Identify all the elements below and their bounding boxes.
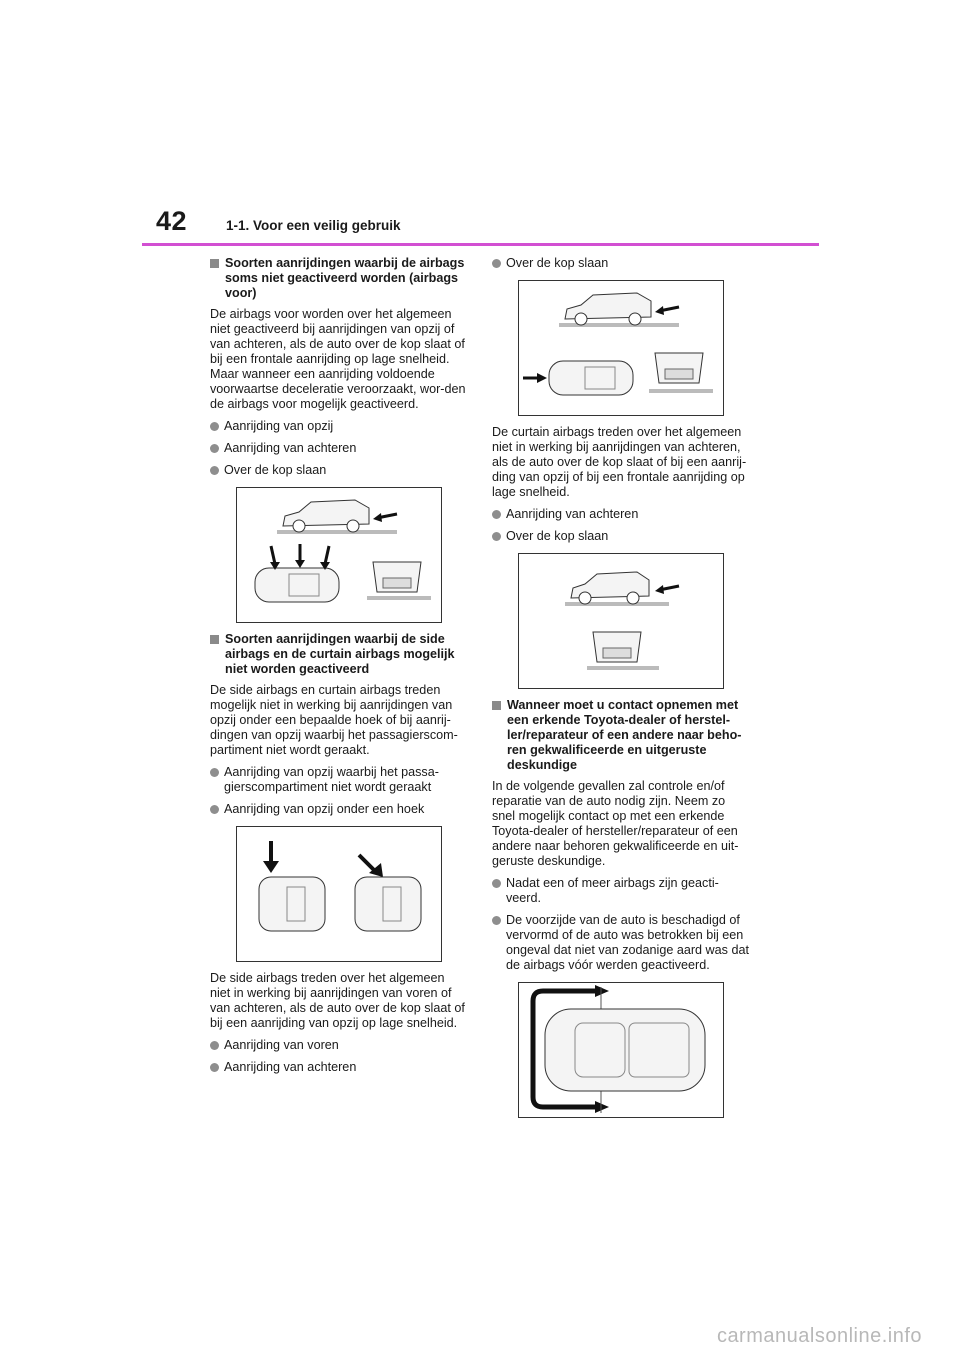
bullet-dot-icon xyxy=(210,805,219,814)
square-bullet-icon xyxy=(210,259,219,268)
bullet-dot-icon xyxy=(210,422,219,431)
bullet-dot-icon xyxy=(492,916,501,925)
list-item xyxy=(492,913,750,973)
bullet-dot-icon xyxy=(210,466,219,475)
list-item xyxy=(210,441,468,456)
bullet-dot-icon xyxy=(492,259,501,268)
subheading-contact-dealer xyxy=(492,698,750,773)
list-item xyxy=(210,802,468,817)
bullet-dot-icon xyxy=(492,510,501,519)
list-item xyxy=(492,876,750,906)
paragraph: In de volgende gevallen zal controle en/of reparatie van de auto nodig zijn. Neem zo snel mogelijk contact op met een erkende Toyota-dealer of hersteller/reparateur of een andere naar behoren gekwalificeerde en uit-geruste deskundige. xyxy=(492,779,739,868)
section-title: 1-1. Voor een veilig gebruik xyxy=(226,218,401,233)
bullet-dot-icon xyxy=(210,1063,219,1072)
list-item-text: De voorzijde van de auto is beschadigd of vervormd of de auto was betrokken bij een ongeval dat niet van zodanige aard was dat de airbags vóór werden geactiveerd. xyxy=(506,913,749,972)
list-item-text: Over de kop slaan xyxy=(506,256,609,270)
car-collision-illustration xyxy=(519,554,723,688)
car-collision-illustration xyxy=(237,827,441,961)
bullet-dot-icon xyxy=(210,444,219,453)
figure-front-airbag-collisions xyxy=(236,487,442,623)
left-column xyxy=(210,256,468,1082)
subheading-side-curtain-airbags xyxy=(210,632,468,677)
car-collision-illustration xyxy=(519,281,723,415)
paragraph: De side airbags treden over het algemeen niet in werking bij aanrijdingen van voren of van achteren, als de auto over de kop slaat of bij een aanrijding van opzij op lage snelheid. xyxy=(210,971,465,1030)
list-item xyxy=(210,765,468,795)
list-item-text: Aanrijding van opzij onder een hoek xyxy=(224,802,425,816)
figure-curtain-airbag-collisions xyxy=(518,553,724,689)
figure-side-collisions xyxy=(236,826,442,962)
list-item-text: Aanrijding van opzij waarbij het passa-gierscompartiment niet wordt geraakt xyxy=(224,765,439,794)
list-item xyxy=(492,529,750,544)
list-item xyxy=(210,463,468,478)
subheading-text: Soorten aanrijdingen waarbij de side airbags en de curtain airbags mogelijk niet worden geactiveerd xyxy=(225,632,455,676)
list-item xyxy=(210,1060,468,1075)
car-collision-illustration xyxy=(237,488,441,622)
list-item-text: Nadat een of meer airbags zijn geacti-veerd. xyxy=(506,876,719,905)
list-item-text: Aanrijding van achteren xyxy=(506,507,639,521)
paragraph: De airbags voor worden over het algemeen niet geactiveerd bij aanrijdingen van opzij of van achteren, als de auto over de kop slaat of bij een frontale aanrijding op lage snelheid. Maar wanneer een aanrijding voldoende voorwaartse deceleratie veroorzaakt, wor-den de airbags voor mogelijk geactiveerd. xyxy=(210,307,466,411)
right-column xyxy=(492,256,750,1127)
bullet-dot-icon xyxy=(492,532,501,541)
bullet-dot-icon xyxy=(492,879,501,888)
paragraph: De side airbags en curtain airbags treden mogelijk niet in werking bij aanrijdingen van opzij onder een bepaalde hoek of bij aanrij-dingen van opzij waarbij het passagierscom-partiment niet wordt geraakt. xyxy=(210,683,458,757)
square-bullet-icon xyxy=(210,635,219,644)
header-rule xyxy=(142,243,819,246)
subheading-text: Wanneer moet u contact opnemen met een erkende Toyota-dealer of herstel-ler/reparateur of een andere naar beho-ren gekwalificeerde en uitgeruste deskundige xyxy=(507,698,742,772)
list-item xyxy=(492,507,750,522)
paragraph: De curtain airbags treden over het algemeen niet in werking bij aanrijdingen van achteren, als de auto over de kop slaat of bij een aanrij-ding van opzij of bij een frontale aanrijding op lage snelheid. xyxy=(492,425,747,499)
page-number: 42 xyxy=(156,206,188,236)
car-top-view-illustration xyxy=(519,983,723,1117)
figure-rollover-rear xyxy=(518,280,724,416)
list-item-text: Aanrijding van voren xyxy=(224,1038,339,1052)
bullet-dot-icon xyxy=(210,768,219,777)
list-item-text: Aanrijding van achteren xyxy=(224,441,357,455)
bullet-dot-icon xyxy=(210,1041,219,1050)
list-item-text: Aanrijding van opzij xyxy=(224,419,334,433)
list-item-text: Over de kop slaan xyxy=(506,529,609,543)
figure-front-damage xyxy=(518,982,724,1118)
list-item xyxy=(492,256,750,271)
list-item-text: Aanrijding van achteren xyxy=(224,1060,357,1074)
list-item xyxy=(210,419,468,434)
subheading-text: Soorten aanrijdingen waarbij de airbags soms niet geactiveerd worden (airbags voor) xyxy=(225,256,465,300)
list-item-text: Over de kop slaan xyxy=(224,463,327,477)
subheading-front-airbags xyxy=(210,256,468,301)
square-bullet-icon xyxy=(492,701,501,710)
list-item xyxy=(210,1038,468,1053)
watermark: carmanualsonline.info xyxy=(716,1325,922,1347)
